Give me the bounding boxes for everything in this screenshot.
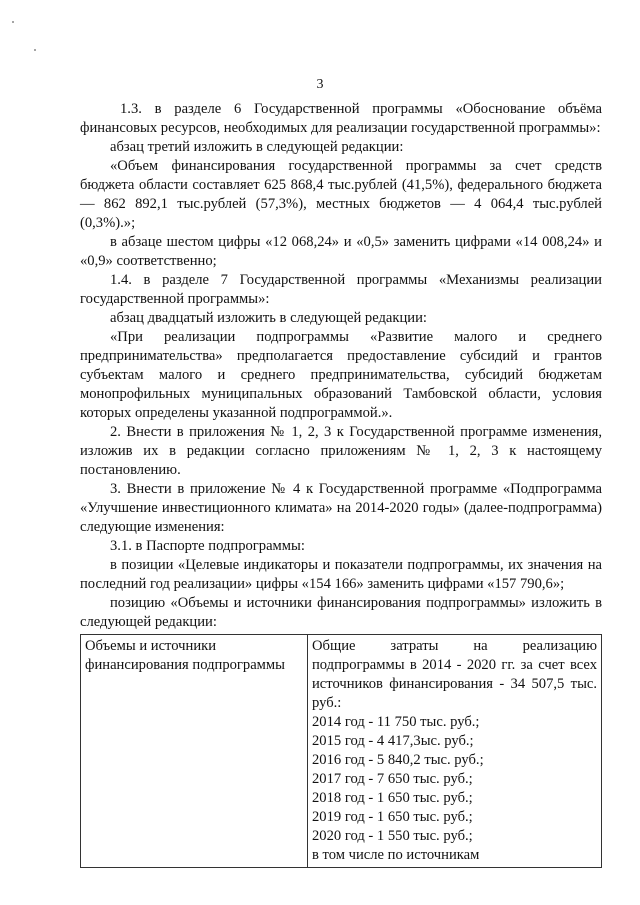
paragraph-abzac-3: абзац третий изложить в следующей редакции:	[110, 139, 404, 155]
funding-year-2014: 2014 год - 11 750 тыс. руб.;	[312, 714, 480, 730]
scan-speck	[34, 49, 36, 51]
paragraph-subprogram-quote: «При реализации подпрограммы «Развитие малого и среднего предпринимательства» предполагается предоставление субсидий и грантов субъектам малого и среднего предпринимательства, субсидий бюджетам монопрофильных муниципальных образований Тамбовской области, условия которых определены указанной подпрограммой.».	[80, 329, 602, 421]
funding-year-2016: 2016 год - 5 840,2 тыс. руб.;	[312, 752, 484, 768]
paragraph-3: 3. Внести в приложение № 4 к Государственной программе «Подпрограмма «Улучшение инвестиционного климата» на 2014-2020 годы» (далее-подпрограмма) следующие изменения:	[80, 481, 602, 535]
paragraph-financing-quote: «Объем финансирования государственной программы за счет средств бюджета области составляет 625 868,4 тыс.рублей (41,5%), федерального бюджета — 862 892,1 тыс.рублей (57,3%), местных бюджетов — 4 064,4 тыс.рублей (0,3%).»;	[80, 158, 602, 231]
paragraph-volumes-position: позицию «Объемы и источники финансирования подпрограммы» изложить в следующей редакции:	[80, 595, 602, 630]
table-cell-values	[308, 635, 602, 868]
funding-year-2015: 2015 год - 4 417,3ыс. руб.;	[312, 733, 474, 749]
page-number: 3	[316, 77, 324, 92]
funding-sources-tail: в том числе по источникам	[312, 847, 480, 863]
passport-table	[80, 634, 602, 868]
document-body	[80, 100, 602, 868]
funding-total: Общие затраты на реализацию подпрограммы в 2014 - 2020 гг. за счет всех источников финансирования - 34 507,5 тыс. руб.:	[312, 638, 597, 711]
paragraph-target-indicators: в позиции «Целевые индикаторы и показатели подпрограммы, их значения на последний год реализации» цифры «154 166» заменить цифрами «157 790,6»;	[80, 557, 602, 592]
paragraph-1-4: 1.4. в разделе 7 Государственной программы «Механизмы реализации государственной программы»:	[80, 272, 602, 307]
table-cell-label: Объемы и источники финансирования подпрограммы	[81, 635, 308, 868]
funding-year-2017: 2017 год - 7 650 тыс. руб.;	[312, 771, 473, 787]
paragraph-abzac-6: в абзаце шестом цифры «12 068,24» и «0,5» заменить цифрами «14 008,24» и «0,9» соответственно;	[80, 234, 602, 269]
table-row	[81, 635, 602, 868]
funding-year-2020: 2020 год - 1 550 тыс. руб.;	[312, 828, 473, 844]
paragraph-2: 2. Внести в приложения № 1, 2, 3 к Государственной программе изменения, изложив их в редакции согласно приложениям № 1, 2, 3 к настоящему постановлению.	[80, 424, 602, 478]
scan-speck	[12, 21, 14, 23]
funding-year-2018: 2018 год - 1 650 тыс. руб.;	[312, 790, 473, 806]
funding-year-2019: 2019 год - 1 650 тыс. руб.;	[312, 809, 473, 825]
paragraph-1-3: 1.3. в разделе 6 Государственной программы «Обоснование объёма финансовых ресурсов, необходимых для реализации государственной программы»:	[80, 101, 602, 136]
paragraph-abzac-20: абзац двадцатый изложить в следующей редакции:	[110, 310, 427, 326]
paragraph-3-1: 3.1. в Паспорте подпрограммы:	[110, 538, 305, 554]
